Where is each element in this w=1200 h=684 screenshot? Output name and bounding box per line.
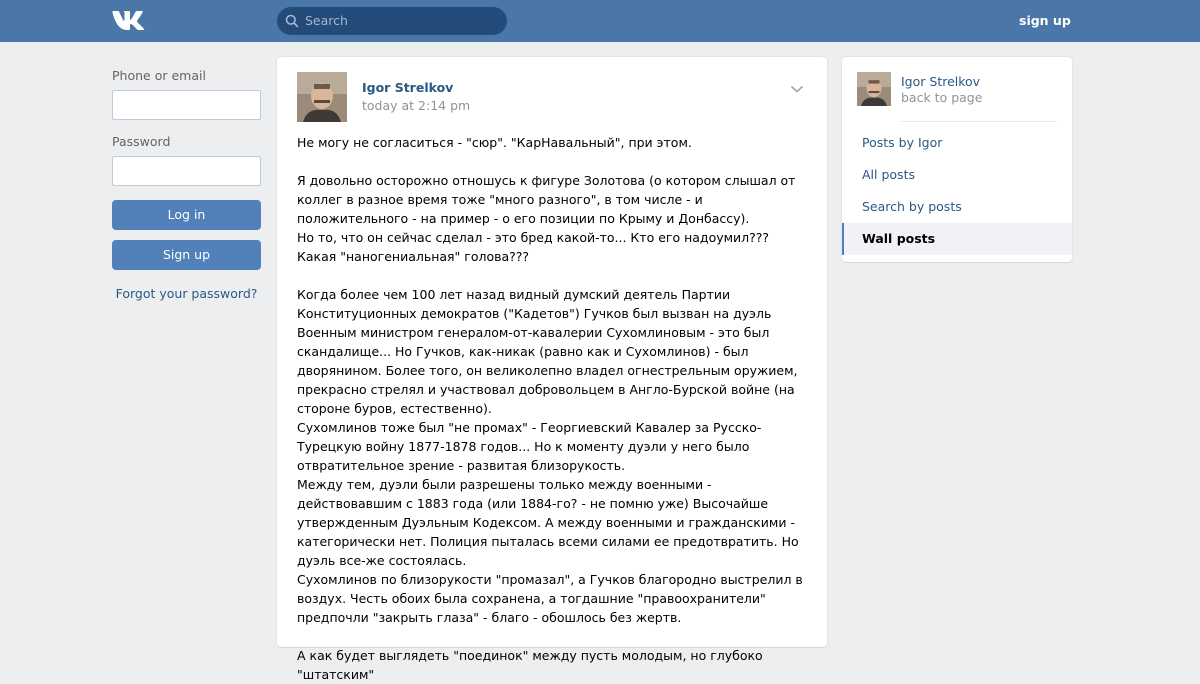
password-input[interactable] <box>112 156 261 186</box>
password-label: Password <box>112 134 171 149</box>
nav-all-posts[interactable]: All posts <box>862 167 915 182</box>
post-paragraph: Я довольно осторожно отношусь к фигуре Золотова (о котором слышал от коллег в разное время тоже "много разного", в том числе - и положительного - на пример - о его позиции по Крыму и Донбассу). Но то, что он сейчас сделал - это бред какой-то... Кто его надоумил??? Какая "наногениальная" голова??? <box>297 173 796 264</box>
back-to-page-link[interactable]: back to page <box>901 90 983 105</box>
forgot-password-link[interactable]: Forgot your password? <box>115 286 258 301</box>
search-icon <box>285 14 299 28</box>
post-time[interactable]: today at 2:14 pm <box>362 98 471 113</box>
vk-logo-icon[interactable] <box>112 9 146 31</box>
post-paragraph: А как будет выглядеть "поединок" между пусть молодым, но глубоко "штатским" <box>297 648 763 682</box>
wall-post <box>277 57 827 682</box>
profile-nav-card <box>842 57 1072 262</box>
chevron-down-icon[interactable] <box>790 84 804 94</box>
nav-wall-posts[interactable]: Wall posts <box>842 223 1072 255</box>
header-signup-link[interactable]: sign up <box>1019 13 1071 28</box>
post-paragraph: Когда более чем 100 лет назад видный думский деятель Партии Конституционных демократов ("Кадетов") Гучков был вызван на дуэль Военным министром генералом-от-кавалерии Сухомлиновым - это был скандалище... Но Гучков, как-никак (равно как и Сухомлинов) - был дворянином. Более того, он великолепно владел огнестрельным оружием, прекрасно стрелял и участвовал добровольцем в Англо-Бурской войне (на стороне буров, естественно). Сухомлинов тоже был "не промах" - Георгиевский Кавалер за Русско-Турецкую войну 1877-1878 годов... Но к моменту дуэли у него было отвратительное зрение - развитая близорукость. Между тем, дуэли были разрешены только между военными - действовавшим с 1883 года (или 1884-го? - не помню уже) Высочайше утвержденным Дуэльным Кодексом. А между военными и гражданскими - категорически нет. Полиция пыталась всеми силами ее предотвратить. Но дуэль все-же состоялась. Сухомлинов по близорукости "промазал", а Гучков благородно выстрелил в воздух. Честь обоих была сохранена, а тогдашние "правоохранители" предпочли "закрыть глаза" - благо - обошлось без жертв. <box>297 287 803 625</box>
author-avatar[interactable] <box>297 72 347 122</box>
divider <box>901 121 1057 122</box>
avatar-photo-icon <box>297 72 347 122</box>
search-input[interactable] <box>277 7 507 35</box>
phone-label: Phone or email <box>112 68 206 83</box>
sidebar-profile-name[interactable]: Igor Strelkov <box>901 74 981 89</box>
top-bar <box>0 0 1200 42</box>
nav-posts-by-igor[interactable]: Posts by Igor <box>862 135 943 150</box>
login-button[interactable]: Log in <box>112 200 261 230</box>
post-text <box>297 133 807 684</box>
search-placeholder: Search <box>305 13 348 28</box>
signup-button[interactable]: Sign up <box>112 240 261 270</box>
phone-email-input[interactable] <box>112 90 261 120</box>
post-paragraph: Не могу не согласиться - "сюр". "КарНавальный", при этом. <box>297 135 692 150</box>
post-author[interactable]: Igor Strelkov <box>362 80 454 95</box>
nav-search-by-posts[interactable]: Search by posts <box>862 199 962 214</box>
login-panel <box>112 68 261 301</box>
avatar-photo-icon <box>857 72 891 106</box>
sidebar-avatar[interactable] <box>857 72 891 106</box>
